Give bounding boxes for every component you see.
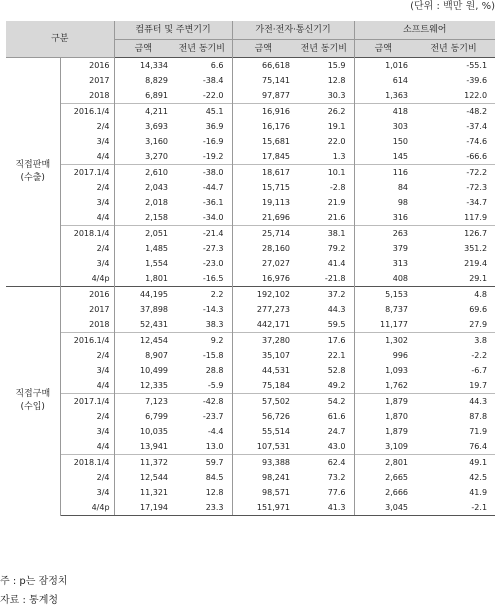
table-row: [6, 210, 495, 226]
amount-cell: 35,107: [232, 348, 294, 363]
yoy-cell: 17.6: [294, 333, 354, 349]
amount-cell: 5,153: [354, 287, 412, 303]
note-source: 자료 : 통계청: [0, 595, 59, 606]
yoy-cell: -14.3: [202, 304, 224, 314]
yoy-cell: 4.8: [412, 287, 495, 303]
amount-cell: 116: [354, 165, 412, 181]
yoy-cell: -34.7: [466, 197, 488, 207]
yoy-cell: -38.4: [202, 75, 224, 85]
table-row: [6, 73, 495, 88]
period-cell: 2/4: [96, 121, 110, 131]
amount-cell: 12,335: [114, 378, 172, 394]
amount-cell: 17,845: [232, 149, 294, 165]
amount-cell: 8,737: [354, 302, 412, 317]
yoy-cell: 27.9: [469, 319, 488, 329]
amount-cell: 10,035: [114, 424, 172, 439]
header-group-electronics: 가전·전자·통신기기: [232, 21, 354, 40]
yoy-cell: 62.4: [294, 455, 354, 471]
yoy-cell: -23.7: [202, 411, 224, 421]
amount-cell: 277,273: [232, 302, 294, 317]
amount-cell: 996: [354, 348, 412, 363]
yoy-cell: 71.9: [469, 426, 488, 436]
amount-cell: 17,194: [114, 500, 172, 516]
yoy-cell: 22.1: [327, 350, 346, 360]
amount-cell: 57,502: [232, 394, 294, 410]
amount-cell: 614: [354, 73, 412, 88]
table-row: [6, 134, 495, 149]
amount-cell: 1,016: [354, 58, 412, 74]
amount-cell: 7,123: [114, 394, 172, 410]
yoy-cell: 3.8: [412, 333, 495, 349]
yoy-cell: 38.3: [205, 319, 224, 329]
yoy-cell: 52.8: [327, 365, 346, 375]
table-row: [6, 409, 495, 424]
table-row: [6, 485, 495, 500]
period-cell: 3/4: [96, 136, 110, 146]
header-group-computer: 컴퓨터 및 주변기기: [114, 21, 232, 40]
period-cell: 2/4: [96, 411, 110, 421]
yoy-cell: 77.6: [327, 487, 346, 497]
yoy-cell: 1.3: [332, 151, 346, 161]
period-cell: 3/4: [96, 487, 110, 497]
table-row: [6, 363, 495, 378]
yoy-cell: -2.1: [412, 500, 495, 516]
table-row: [6, 455, 495, 471]
table-row: [6, 333, 495, 349]
yoy-cell: -72.3: [466, 182, 488, 192]
header-amount: 금액: [114, 40, 172, 58]
amount-cell: 2,665: [354, 470, 412, 485]
amount-cell: 12,544: [114, 470, 172, 485]
yoy-cell: 87.8: [469, 411, 488, 421]
amount-cell: 13,941: [114, 439, 172, 455]
yoy-cell: -34.0: [202, 212, 224, 222]
amount-cell: 44,195: [114, 287, 172, 303]
table-row: [6, 348, 495, 363]
yoy-cell: -55.1: [412, 58, 495, 74]
period-cell: 2/4: [96, 472, 110, 482]
amount-cell: 1,554: [114, 256, 172, 271]
amount-cell: 14,334: [114, 58, 172, 74]
amount-cell: 2,043: [114, 180, 172, 195]
yoy-cell: -21.4: [172, 226, 232, 242]
yoy-cell: 38.1: [294, 226, 354, 242]
amount-cell: 2,158: [114, 210, 172, 226]
period-cell: 4/4p: [60, 500, 114, 516]
yoy-cell: 42.5: [469, 472, 488, 482]
amount-cell: 98,241: [232, 470, 294, 485]
header-yoy: 전년 동기비: [294, 40, 354, 58]
amount-cell: 303: [354, 119, 412, 134]
yoy-cell: 23.3: [172, 500, 232, 516]
amount-cell: 192,102: [232, 287, 294, 303]
yoy-cell: -6.7: [471, 365, 488, 375]
table-row: [6, 470, 495, 485]
header-amount: 금액: [232, 40, 294, 58]
yoy-cell: 22.0: [327, 136, 346, 146]
yoy-cell: -23.0: [202, 258, 224, 268]
yoy-cell: -19.2: [202, 151, 224, 161]
yoy-cell: 37.2: [294, 287, 354, 303]
amount-cell: 27,027: [232, 256, 294, 271]
yoy-cell: -38.0: [172, 165, 232, 181]
yoy-cell: -36.1: [202, 197, 224, 207]
period-cell: 3/4: [96, 426, 110, 436]
table-row: [6, 317, 495, 333]
amount-cell: 1,302: [354, 333, 412, 349]
amount-cell: 18,617: [232, 165, 294, 181]
period-cell: 2018: [89, 90, 110, 100]
period-cell: 2/4: [96, 243, 110, 253]
amount-cell: 1,485: [114, 241, 172, 256]
table-row: [6, 180, 495, 195]
yoy-cell: 41.3: [294, 500, 354, 516]
yoy-cell: -42.8: [172, 394, 232, 410]
yoy-cell: 21.9: [327, 197, 346, 207]
amount-cell: 16,976: [232, 271, 294, 287]
period-cell: 4/4: [96, 441, 110, 451]
amount-cell: 150: [354, 134, 412, 149]
amount-cell: 11,177: [354, 317, 412, 333]
amount-cell: 1,801: [114, 271, 172, 287]
period-cell: 4/4p: [91, 273, 110, 283]
yoy-cell: 41.4: [327, 258, 346, 268]
note-provisional: 주 : p는 잠정치: [0, 576, 68, 587]
section-label: 직접구매 (수입): [6, 287, 60, 516]
table-body: [6, 58, 495, 516]
amount-cell: 93,388: [232, 455, 294, 471]
yoy-cell: -5.9: [207, 380, 224, 390]
amount-cell: 19,113: [232, 195, 294, 210]
yoy-cell: 59.7: [172, 455, 232, 471]
period-cell: 2016: [60, 287, 114, 303]
amount-cell: 8,907: [114, 348, 172, 363]
header-section: 구분: [6, 21, 114, 58]
amount-cell: 28,160: [232, 241, 294, 256]
section-label: 직접판매 (수출): [6, 58, 60, 287]
amount-cell: 12,454: [114, 333, 172, 349]
yoy-cell: -48.2: [412, 104, 495, 120]
amount-cell: 2,018: [114, 195, 172, 210]
period-cell: 4/4: [96, 380, 110, 390]
yoy-cell: 43.0: [327, 441, 346, 451]
amount-cell: 107,531: [232, 439, 294, 455]
period-cell: 2018.1/4: [60, 226, 114, 242]
amount-cell: 44,531: [232, 363, 294, 378]
yoy-cell: -22.0: [202, 90, 224, 100]
yoy-cell: -39.6: [466, 75, 488, 85]
yoy-cell: 69.6: [469, 304, 488, 314]
yoy-cell: 15.9: [294, 58, 354, 74]
yoy-cell: 28.8: [205, 365, 224, 375]
table-row: [6, 149, 495, 165]
period-cell: 3/4: [96, 258, 110, 268]
yoy-cell: 19.7: [469, 380, 488, 390]
table-row: [6, 500, 495, 516]
table-row: [6, 271, 495, 287]
amount-cell: 1,879: [354, 394, 412, 410]
yoy-cell: 59.5: [327, 319, 346, 329]
amount-cell: 56,726: [232, 409, 294, 424]
yoy-cell: -21.8: [324, 273, 346, 283]
amount-cell: 55,514: [232, 424, 294, 439]
period-cell: 4/4: [96, 151, 110, 161]
yoy-cell: 49.1: [412, 455, 495, 471]
period-cell: 2/4: [96, 350, 110, 360]
period-cell: 4/4: [96, 212, 110, 222]
yoy-cell: 61.6: [327, 411, 346, 421]
yoy-cell: -72.2: [412, 165, 495, 181]
period-cell: 2018.1/4: [60, 455, 114, 471]
amount-cell: 6,891: [114, 88, 172, 104]
yoy-cell: -2.8: [329, 182, 346, 192]
period-cell: 2016: [60, 58, 114, 74]
yoy-cell: -66.6: [466, 151, 488, 161]
amount-cell: 52,431: [114, 317, 172, 333]
period-cell: 2017: [89, 75, 110, 85]
yoy-cell: 26.2: [294, 104, 354, 120]
yoy-cell: 44.3: [412, 394, 495, 410]
yoy-cell: 10.1: [294, 165, 354, 181]
yoy-cell: -74.6: [466, 136, 488, 146]
amount-cell: 3,693: [114, 119, 172, 134]
table-row: [6, 88, 495, 104]
table-row: [6, 165, 495, 181]
amount-cell: 3,270: [114, 149, 172, 165]
amount-cell: 16,916: [232, 104, 294, 120]
amount-cell: 10,499: [114, 363, 172, 378]
yoy-cell: -27.3: [202, 243, 224, 253]
yoy-cell: 36.9: [205, 121, 224, 131]
yoy-cell: 12.8: [327, 75, 346, 85]
header-yoy: 전년 동기비: [412, 40, 495, 58]
period-cell: 2017: [89, 304, 110, 314]
table-row: [6, 256, 495, 271]
yoy-cell: 117.9: [464, 212, 488, 222]
amount-cell: 2,051: [114, 226, 172, 242]
amount-cell: 11,372: [114, 455, 172, 471]
amount-cell: 3,045: [354, 500, 412, 516]
yoy-cell: -44.7: [202, 182, 224, 192]
yoy-cell: 24.7: [327, 426, 346, 436]
amount-cell: 25,714: [232, 226, 294, 242]
amount-cell: 4,211: [114, 104, 172, 120]
amount-cell: 313: [354, 256, 412, 271]
amount-cell: 37,280: [232, 333, 294, 349]
amount-cell: 1,363: [354, 88, 412, 104]
amount-cell: 84: [354, 180, 412, 195]
amount-cell: 1,093: [354, 363, 412, 378]
period-cell: 3/4: [96, 197, 110, 207]
table-row: [6, 58, 495, 74]
amount-cell: 3,109: [354, 439, 412, 455]
yoy-cell: 21.6: [327, 212, 346, 222]
yoy-cell: 76.4: [469, 441, 488, 451]
yoy-cell: 9.2: [172, 333, 232, 349]
yoy-cell: -16.5: [202, 273, 224, 283]
amount-cell: 408: [354, 271, 412, 287]
amount-cell: 98,571: [232, 485, 294, 500]
yoy-cell: 29.1: [469, 273, 488, 283]
header-group-software: 소프트웨어: [354, 21, 495, 40]
amount-cell: 21,696: [232, 210, 294, 226]
amount-cell: 263: [354, 226, 412, 242]
table-row: [6, 241, 495, 256]
yoy-cell: 219.4: [464, 258, 488, 268]
amount-cell: 15,681: [232, 134, 294, 149]
yoy-cell: -15.8: [202, 350, 224, 360]
amount-cell: 6,799: [114, 409, 172, 424]
amount-cell: 2,610: [114, 165, 172, 181]
yoy-cell: -37.4: [466, 121, 488, 131]
header-yoy: 전년 동기비: [172, 40, 232, 58]
amount-cell: 379: [354, 241, 412, 256]
yoy-cell: 126.7: [412, 226, 495, 242]
yoy-cell: -16.9: [202, 136, 224, 146]
yoy-cell: 54.2: [294, 394, 354, 410]
amount-cell: 16,176: [232, 119, 294, 134]
amount-cell: 1,762: [354, 378, 412, 394]
table-row: [6, 226, 495, 242]
amount-cell: 66,618: [232, 58, 294, 74]
table-row: [6, 424, 495, 439]
yoy-cell: 2.2: [172, 287, 232, 303]
table-row: [6, 195, 495, 210]
yoy-cell: 19.1: [327, 121, 346, 131]
period-cell: 2017.1/4: [60, 394, 114, 410]
amount-cell: 98: [354, 195, 412, 210]
table-row: [6, 378, 495, 394]
amount-cell: 11,321: [114, 485, 172, 500]
table-row: [6, 119, 495, 134]
data-table: [6, 21, 495, 516]
yoy-cell: -2.2: [471, 350, 488, 360]
amount-cell: 316: [354, 210, 412, 226]
amount-cell: 3,160: [114, 134, 172, 149]
amount-cell: 8,829: [114, 73, 172, 88]
amount-cell: 151,971: [232, 500, 294, 516]
table-row: [6, 302, 495, 317]
yoy-cell: 79.2: [327, 243, 346, 253]
amount-cell: 75,184: [232, 378, 294, 394]
yoy-cell: 49.2: [327, 380, 346, 390]
yoy-cell: 73.2: [327, 472, 346, 482]
amount-cell: 15,715: [232, 180, 294, 195]
period-cell: 2016.1/4: [60, 104, 114, 120]
amount-cell: 1,879: [354, 424, 412, 439]
yoy-cell: 41.9: [469, 487, 488, 497]
period-cell: 2017.1/4: [60, 165, 114, 181]
unit-label: (단위 : 백만 원, %): [410, 1, 495, 12]
yoy-cell: 84.5: [205, 472, 224, 482]
amount-cell: 75,141: [232, 73, 294, 88]
yoy-cell: -4.4: [207, 426, 224, 436]
period-cell: 2018: [89, 319, 110, 329]
amount-cell: 1,870: [354, 409, 412, 424]
period-cell: 2016.1/4: [60, 333, 114, 349]
notes: [0, 572, 68, 610]
yoy-cell: 351.2: [464, 243, 488, 253]
table-row: [6, 287, 495, 303]
table-row: [6, 104, 495, 120]
amount-cell: 2,801: [354, 455, 412, 471]
period-cell: 2/4: [96, 182, 110, 192]
table-row: [6, 394, 495, 410]
amount-cell: 37,898: [114, 302, 172, 317]
yoy-cell: 45.1: [172, 104, 232, 120]
amount-cell: 442,171: [232, 317, 294, 333]
yoy-cell: 30.3: [327, 90, 346, 100]
yoy-cell: 44.3: [327, 304, 346, 314]
yoy-cell: 122.0: [464, 90, 488, 100]
amount-cell: 145: [354, 149, 412, 165]
amount-cell: 2,666: [354, 485, 412, 500]
yoy-cell: 6.6: [172, 58, 232, 74]
header-amount: 금액: [354, 40, 412, 58]
period-cell: 3/4: [96, 365, 110, 375]
yoy-cell: 13.0: [205, 441, 224, 451]
amount-cell: 97,877: [232, 88, 294, 104]
yoy-cell: 12.8: [205, 487, 224, 497]
table-row: [6, 439, 495, 455]
amount-cell: 418: [354, 104, 412, 120]
